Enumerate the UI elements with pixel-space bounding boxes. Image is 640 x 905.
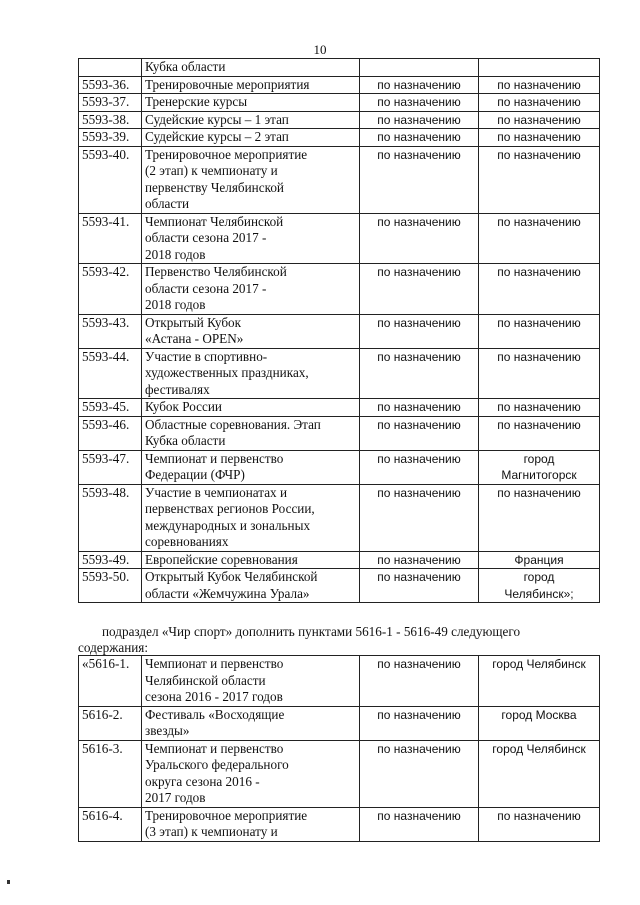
table-row <box>79 656 600 707</box>
item-number: 5616-4. <box>79 807 142 841</box>
table-row <box>79 399 600 417</box>
item-number: 5593-38. <box>79 111 142 129</box>
table-row <box>79 314 600 348</box>
table-row <box>79 146 600 213</box>
event-name: Участие в спортивно- художественных праздниках, фестивалях <box>142 348 360 399</box>
period-cell: по назначению <box>360 129 479 147</box>
item-number: 5616-2. <box>79 706 142 740</box>
table-row <box>79 484 600 551</box>
location-cell: по назначению <box>479 213 600 264</box>
item-number: 5593-41. <box>79 213 142 264</box>
period-cell <box>360 59 479 77</box>
events-table-1 <box>78 58 600 603</box>
location-cell: по назначению <box>479 76 600 94</box>
location-cell: по назначению <box>479 399 600 417</box>
event-name: Фестиваль «Восходящие звезды» <box>142 706 360 740</box>
table-row <box>79 740 600 807</box>
event-name: Тренировочные мероприятия <box>142 76 360 94</box>
location-cell: по назначению <box>479 484 600 551</box>
table-row <box>79 348 600 399</box>
table-row <box>79 569 600 603</box>
table-row <box>79 94 600 112</box>
location-cell: город Челябинск»; <box>479 569 600 603</box>
events-table-2 <box>78 655 600 842</box>
item-number: 5593-39. <box>79 129 142 147</box>
period-cell: по назначению <box>360 450 479 484</box>
period-cell: по назначению <box>360 348 479 399</box>
location-cell <box>479 59 600 77</box>
event-name: Чемпионат и первенство Челябинской области сезона 2016 - 2017 годов <box>142 656 360 707</box>
item-number: 5616-3. <box>79 740 142 807</box>
location-cell: по назначению <box>479 129 600 147</box>
period-cell: по назначению <box>360 569 479 603</box>
period-cell: по назначению <box>360 551 479 569</box>
location-cell: по назначению <box>479 314 600 348</box>
location-cell: город Магнитогорск <box>479 450 600 484</box>
event-name: Чемпионат и первенство Уральского федерального округа сезона 2016 - 2017 годов <box>142 740 360 807</box>
table-row <box>79 129 600 147</box>
table-row <box>79 706 600 740</box>
location-cell: по назначению <box>479 111 600 129</box>
table-row <box>79 450 600 484</box>
location-cell: по назначению <box>479 416 600 450</box>
event-name: Чемпионат Челябинской области сезона 2017 - 2018 годов <box>142 213 360 264</box>
item-number: 5593-44. <box>79 348 142 399</box>
page-number: 10 <box>313 42 327 57</box>
table-row <box>79 213 600 264</box>
event-name: Тренерские курсы <box>142 94 360 112</box>
location-cell: по назначению <box>479 94 600 112</box>
location-cell: по назначению <box>479 264 600 315</box>
event-name: Европейские соревнования <box>142 551 360 569</box>
paragraph-line-2: содержания: <box>78 640 149 655</box>
location-cell: город Челябинск <box>479 656 600 707</box>
table-row <box>79 551 600 569</box>
period-cell: по назначению <box>360 706 479 740</box>
event-name: Участие в чемпионатах и первенствах регионов России, международных и зональных соревнованиях <box>142 484 360 551</box>
item-number: 5593-49. <box>79 551 142 569</box>
table-row <box>79 264 600 315</box>
event-name: Тренировочное мероприятие (2 этап) к чемпионату и первенству Челябинской области <box>142 146 360 213</box>
period-cell: по назначению <box>360 264 479 315</box>
event-name: Тренировочное мероприятие (3 этап) к чемпионату и <box>142 807 360 841</box>
period-cell: по назначению <box>360 416 479 450</box>
location-cell: город Москва <box>479 706 600 740</box>
period-cell: по назначению <box>360 111 479 129</box>
item-number: 5593-46. <box>79 416 142 450</box>
event-name: Открытый Кубок «Астана - OPEN» <box>142 314 360 348</box>
item-number <box>79 59 142 77</box>
period-cell: по назначению <box>360 740 479 807</box>
table-row <box>79 807 600 841</box>
item-number: 5593-48. <box>79 484 142 551</box>
table-row <box>79 59 600 77</box>
item-number: 5593-42. <box>79 264 142 315</box>
period-cell: по назначению <box>360 399 479 417</box>
event-name: Кубка области <box>142 59 360 77</box>
scan-mark <box>7 880 10 884</box>
location-cell: город Челябинск <box>479 740 600 807</box>
item-number: 5593-45. <box>79 399 142 417</box>
event-name: Первенство Челябинской области сезона 2017 - 2018 годов <box>142 264 360 315</box>
event-name: Судейские курсы – 1 этап <box>142 111 360 129</box>
period-cell: по назначению <box>360 94 479 112</box>
location-cell: по назначению <box>479 348 600 399</box>
item-number: 5593-37. <box>79 94 142 112</box>
period-cell: по назначению <box>360 656 479 707</box>
table-row <box>79 111 600 129</box>
location-cell: Франция <box>479 551 600 569</box>
period-cell: по назначению <box>360 314 479 348</box>
location-cell: по назначению <box>479 146 600 213</box>
item-number: 5593-36. <box>79 76 142 94</box>
event-name: Чемпионат и первенство Федерации (ФЧР) <box>142 450 360 484</box>
item-number: 5593-47. <box>79 450 142 484</box>
table-row <box>79 76 600 94</box>
item-number: 5593-43. <box>79 314 142 348</box>
period-cell: по назначению <box>360 76 479 94</box>
table-row <box>79 416 600 450</box>
period-cell: по назначению <box>360 484 479 551</box>
period-cell: по назначению <box>360 146 479 213</box>
event-name: Открытый Кубок Челябинской области «Жемчужина Урала» <box>142 569 360 603</box>
location-cell: по назначению <box>479 807 600 841</box>
event-name: Судейские курсы – 2 этап <box>142 129 360 147</box>
period-cell: по назначению <box>360 213 479 264</box>
period-cell: по назначению <box>360 807 479 841</box>
item-number: 5593-40. <box>79 146 142 213</box>
event-name: Кубок России <box>142 399 360 417</box>
paragraph-line-1: подраздел «Чир спорт» дополнить пунктами 5616-1 - 5616-49 следующего <box>102 624 521 639</box>
event-name: Областные соревнования. Этап Кубка области <box>142 416 360 450</box>
item-number: «5616-1. <box>79 656 142 707</box>
item-number: 5593-50. <box>79 569 142 603</box>
